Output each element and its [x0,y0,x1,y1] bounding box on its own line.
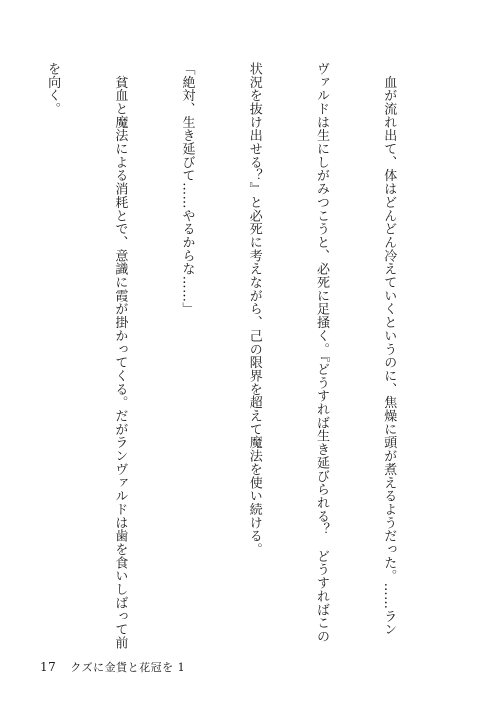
text-line: を向く。 [45,62,61,116]
text-line: 血が流れ出て、体はどんどん冷えていくというのに、焦燥に頭が煮えるようだった。……ラン [381,62,397,637]
page-footer [40,659,185,675]
text-line: ヴァルドは生にしがみつこうと、必死に足掻く。『どうすれば生き延びられる？ どうすればこの [313,62,329,643]
text-line: 貧血と魔法による消耗とで、意識に霞が掛かってくる。だがランヴァルドは歯を食いしばって前 [112,62,128,650]
text-line: 「絶対、生き延びて……やるからな……」 [179,62,195,316]
text-line: 状況を抜け出せる？』と必死に考えながら、己の限界を超えて魔法を使い続ける。 [246,62,262,556]
body-text [0,62,444,652]
book-title: クズに金貨と花冠を 1 [70,661,186,674]
page-number: 17 [40,660,57,674]
